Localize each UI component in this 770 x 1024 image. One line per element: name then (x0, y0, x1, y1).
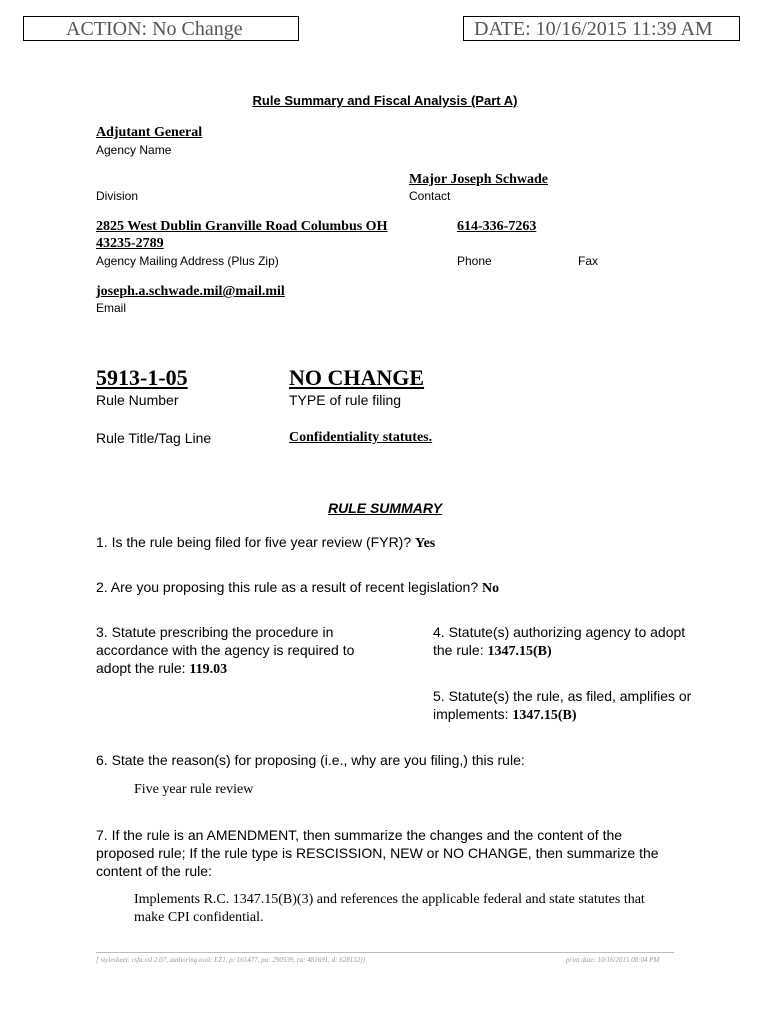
footer-divider (96, 952, 674, 953)
question-1 (96, 533, 435, 553)
answer-3: 119.03 (189, 662, 228, 677)
email-label: Email (96, 301, 127, 315)
footer-right: print date: 10/16/2015 08:04 PM (566, 956, 660, 964)
footer-left: [ stylesheet: rsfa.xsl 2.07, authoring tool: EZ1, p: 161477, pa: 290539, ra: 481691, d: 628132)] (96, 956, 366, 964)
date-box (463, 16, 740, 41)
rule-number-label: Rule Number (96, 392, 179, 408)
action-box (23, 16, 299, 41)
question-7-text: 7. If the rule is an AMENDMENT, then summarize the changes and the content of the proposed rule; If the rule type is RESCISSION, NEW or NO CHANGE, then summarize the content of the rule: (96, 827, 659, 879)
rule-summary-heading: RULE SUMMARY (327, 500, 443, 516)
address-label: Agency Mailing Address (Plus Zip) (96, 254, 279, 268)
agency-name-label: Agency Name (96, 143, 172, 157)
question-2-text: 2. Are you proposing this rule as a result of recent legislation? (96, 579, 479, 595)
agency-name-value: Adjutant General (96, 125, 203, 140)
date-text: DATE: 10/16/2015 11:39 AM (474, 18, 713, 40)
question-4-text: 4. Statute(s) authorizing agency to adopt the rule: (433, 624, 686, 658)
question-4 (433, 623, 693, 661)
page-title: Rule Summary and Fiscal Analysis (Part A) (252, 93, 518, 108)
answer-7: Implements R.C. 1347.15(B)(3) and references the applicable federal and state statutes that make CPI confidential. (134, 892, 645, 925)
action-text: ACTION: No Change (66, 18, 243, 40)
phone-value: 614-336-7263 (457, 219, 537, 234)
address-line1: 2825 West Dublin Granville Road Columbus OH (96, 219, 388, 234)
division-label: Division (96, 189, 139, 203)
rule-type-label: TYPE of rule filing (289, 392, 402, 408)
contact-value: Major Joseph Schwade (409, 172, 548, 187)
fax-label: Fax (578, 254, 599, 268)
contact-label: Contact (409, 189, 451, 203)
answer-2: No (482, 581, 500, 596)
phone-label: Phone (457, 254, 492, 268)
question-5 (433, 687, 723, 725)
question-1-text: 1. Is the rule being filed for five year review (FYR)? (96, 534, 412, 550)
answer-5: 1347.15(B) (512, 708, 577, 723)
rule-title-label: Rule Title/Tag Line (96, 430, 212, 446)
rule-title-value: Confidentiality statutes. (289, 430, 433, 445)
question-3 (96, 623, 391, 679)
question-5-text: 5. Statute(s) the rule, as filed, amplifies or implements: (433, 688, 692, 722)
rule-type-value: NO CHANGE (289, 365, 425, 390)
email-value: joseph.a.schwade.mil@mail.mil (96, 284, 285, 299)
address-line2: 43235-2789 (96, 236, 164, 251)
question-3-text: 3. Statute prescribing the procedure in accordance with the agency is required to adopt the rule: (96, 624, 355, 676)
question-2 (96, 578, 499, 598)
answer-4: 1347.15(B) (487, 644, 552, 659)
answer-1: Yes (415, 536, 436, 551)
question-6-text: 6. State the reason(s) for proposing (i.e., why are you filing,) this rule: (96, 752, 525, 768)
rule-number-value: 5913-1-05 (96, 365, 188, 390)
answer-6: Five year rule review (134, 782, 254, 797)
